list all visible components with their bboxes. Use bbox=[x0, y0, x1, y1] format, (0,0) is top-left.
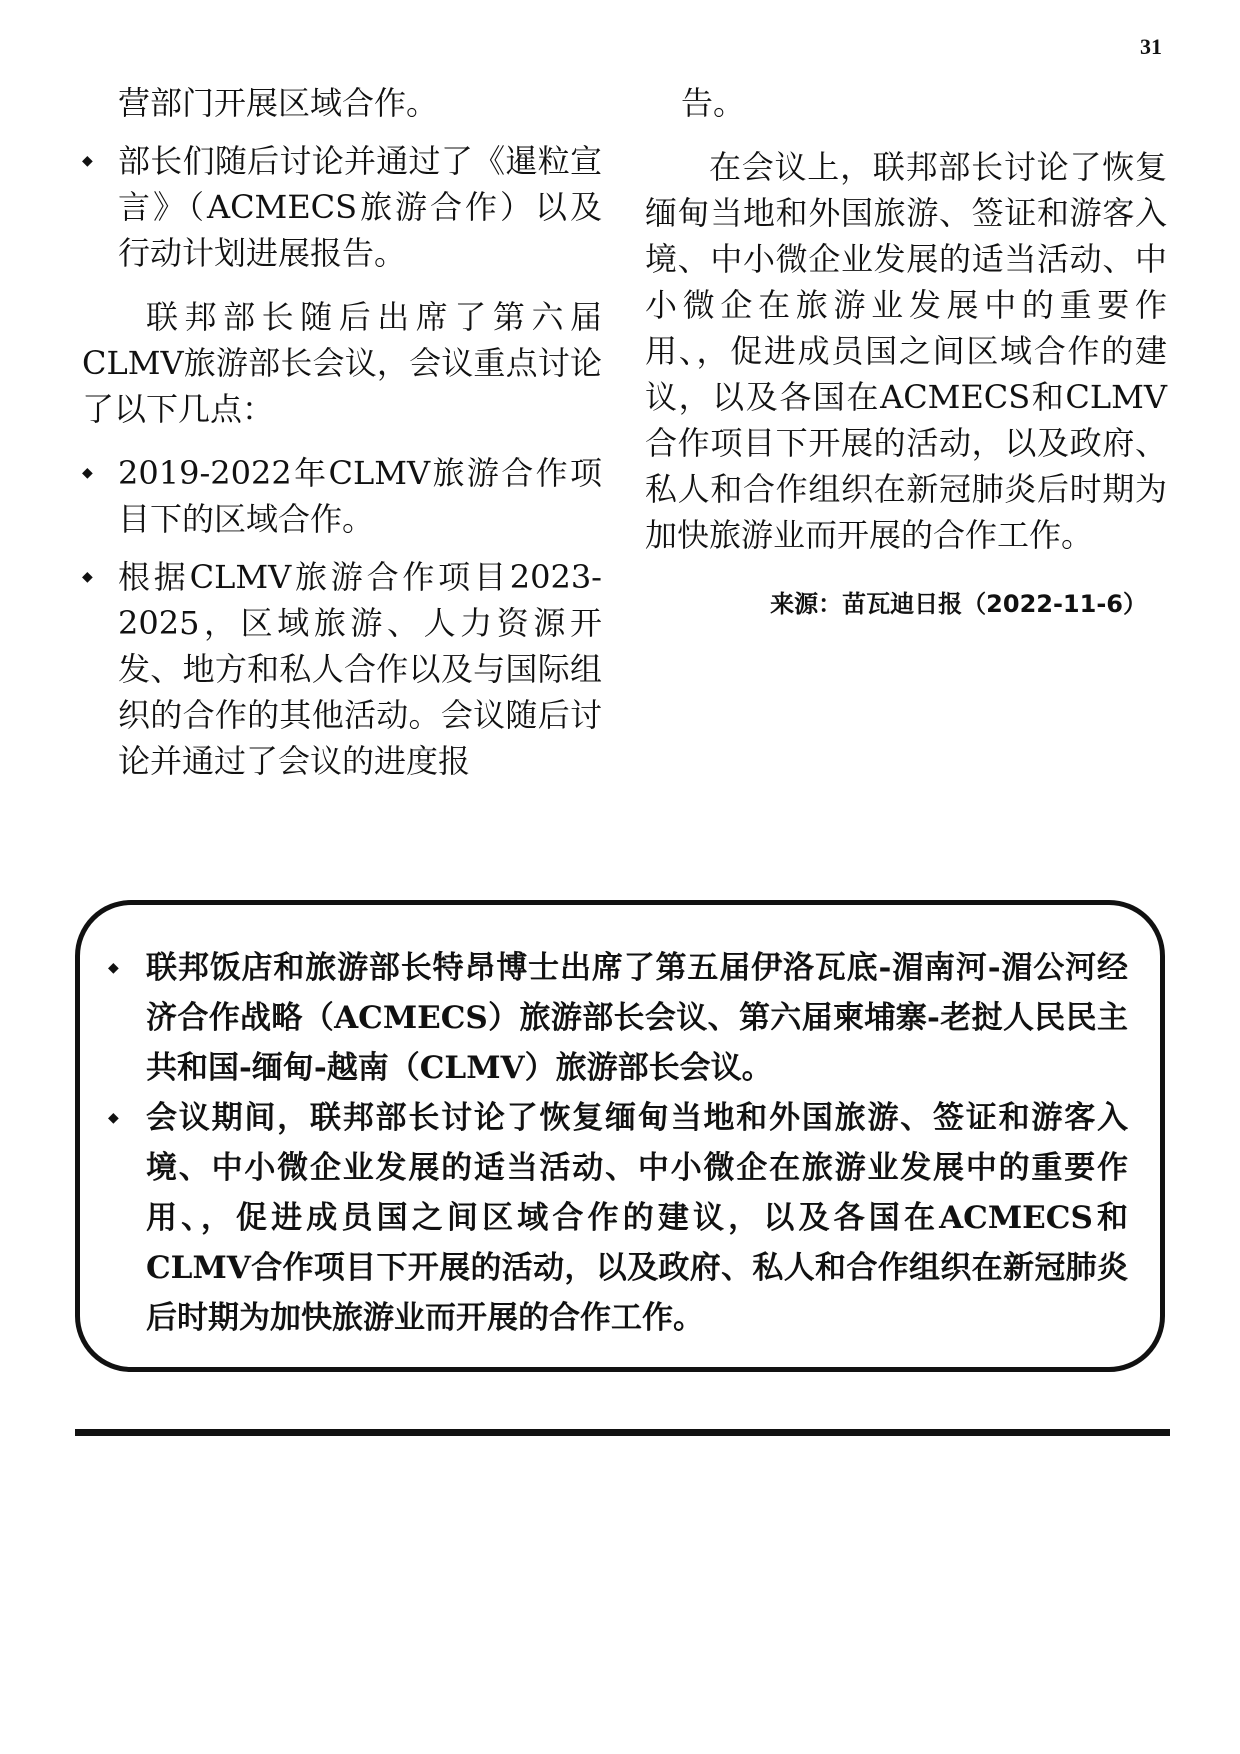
diamond-bullet-icon: ◆ bbox=[108, 1110, 119, 1126]
list-item bbox=[108, 1093, 1128, 1343]
list-item bbox=[82, 450, 602, 542]
summary-bullet-list bbox=[108, 943, 1128, 1343]
source-citation: 来源：苗瓦迪日报（2022-11-6） bbox=[770, 590, 1147, 618]
list-item bbox=[108, 943, 1128, 1093]
right-continuation-text: 告。 bbox=[681, 84, 746, 122]
list-item-text: 根据CLMV旅游合作项目2023-2025，区域旅游、人力资源开发、地方和私人合作以及与国际组织的合作的其他活动。会议随后讨论并通过了会议的进度报 bbox=[118, 558, 602, 780]
list-item-text: 部长们随后讨论并通过了《暹粒宣言》（ACMECS旅游合作）以及行动计划进展报告。 bbox=[118, 142, 602, 272]
list-item-text: 联邦饭店和旅游部长特昂博士出席了第五届伊洛瓦底-湄南河-湄公河经济合作战略（ACMECS）旅游部长会议、第六届柬埔寨-老挝人民民主共和国-缅甸-越南（CLMV）旅游部长会议。 bbox=[146, 950, 1128, 1086]
summary-box bbox=[75, 900, 1165, 1372]
left-bullet-list-1 bbox=[82, 138, 602, 276]
diamond-bullet-icon: ◆ bbox=[82, 569, 93, 585]
horizontal-divider bbox=[75, 1429, 1170, 1436]
left-paragraph: 联邦部长随后出席了第六届CLMV旅游部长会议，会议重点讨论了以下几点： bbox=[82, 298, 602, 428]
right-paragraph: 在会议上，联邦部长讨论了恢复缅甸当地和外国旅游、签证和游客入境、中小微企业发展的适当活动、中小微企在旅游业发展中的重要作用、，促进成员国之间区域合作的建议，以及各国在ACMECS和CLMV合作项目下开展的活动，以及政府、私人和合作组织在新冠肺炎后时期为加快旅游业而开展的合作工作。 bbox=[645, 148, 1167, 554]
right-column bbox=[645, 80, 1167, 619]
left-column bbox=[82, 80, 602, 784]
diamond-bullet-icon: ◆ bbox=[108, 960, 119, 976]
diamond-bullet-icon: ◆ bbox=[82, 153, 93, 169]
page-number: 31 bbox=[1140, 34, 1162, 59]
left-continuation-text: 营部门开展区域合作。 bbox=[118, 84, 439, 122]
left-bullet-list-2 bbox=[82, 450, 602, 784]
list-item-text: 会议期间，联邦部长讨论了恢复缅甸当地和外国旅游、签证和游客入境、中小微企业发展的适当活动、中小微企在旅游业发展中的重要作用、，促进成员国之间区域合作的建议，以及各国在ACMECS和CLMV合作项目下开展的活动，以及政府、私人和合作组织在新冠肺炎后时期为加快旅游业而开展的合作工作。 bbox=[146, 1100, 1128, 1336]
list-item-text: 2019-2022年CLMV旅游合作项目下的区域合作。 bbox=[118, 454, 602, 538]
list-item bbox=[82, 554, 602, 784]
list-item bbox=[82, 138, 602, 276]
diamond-bullet-icon: ◆ bbox=[82, 465, 93, 481]
